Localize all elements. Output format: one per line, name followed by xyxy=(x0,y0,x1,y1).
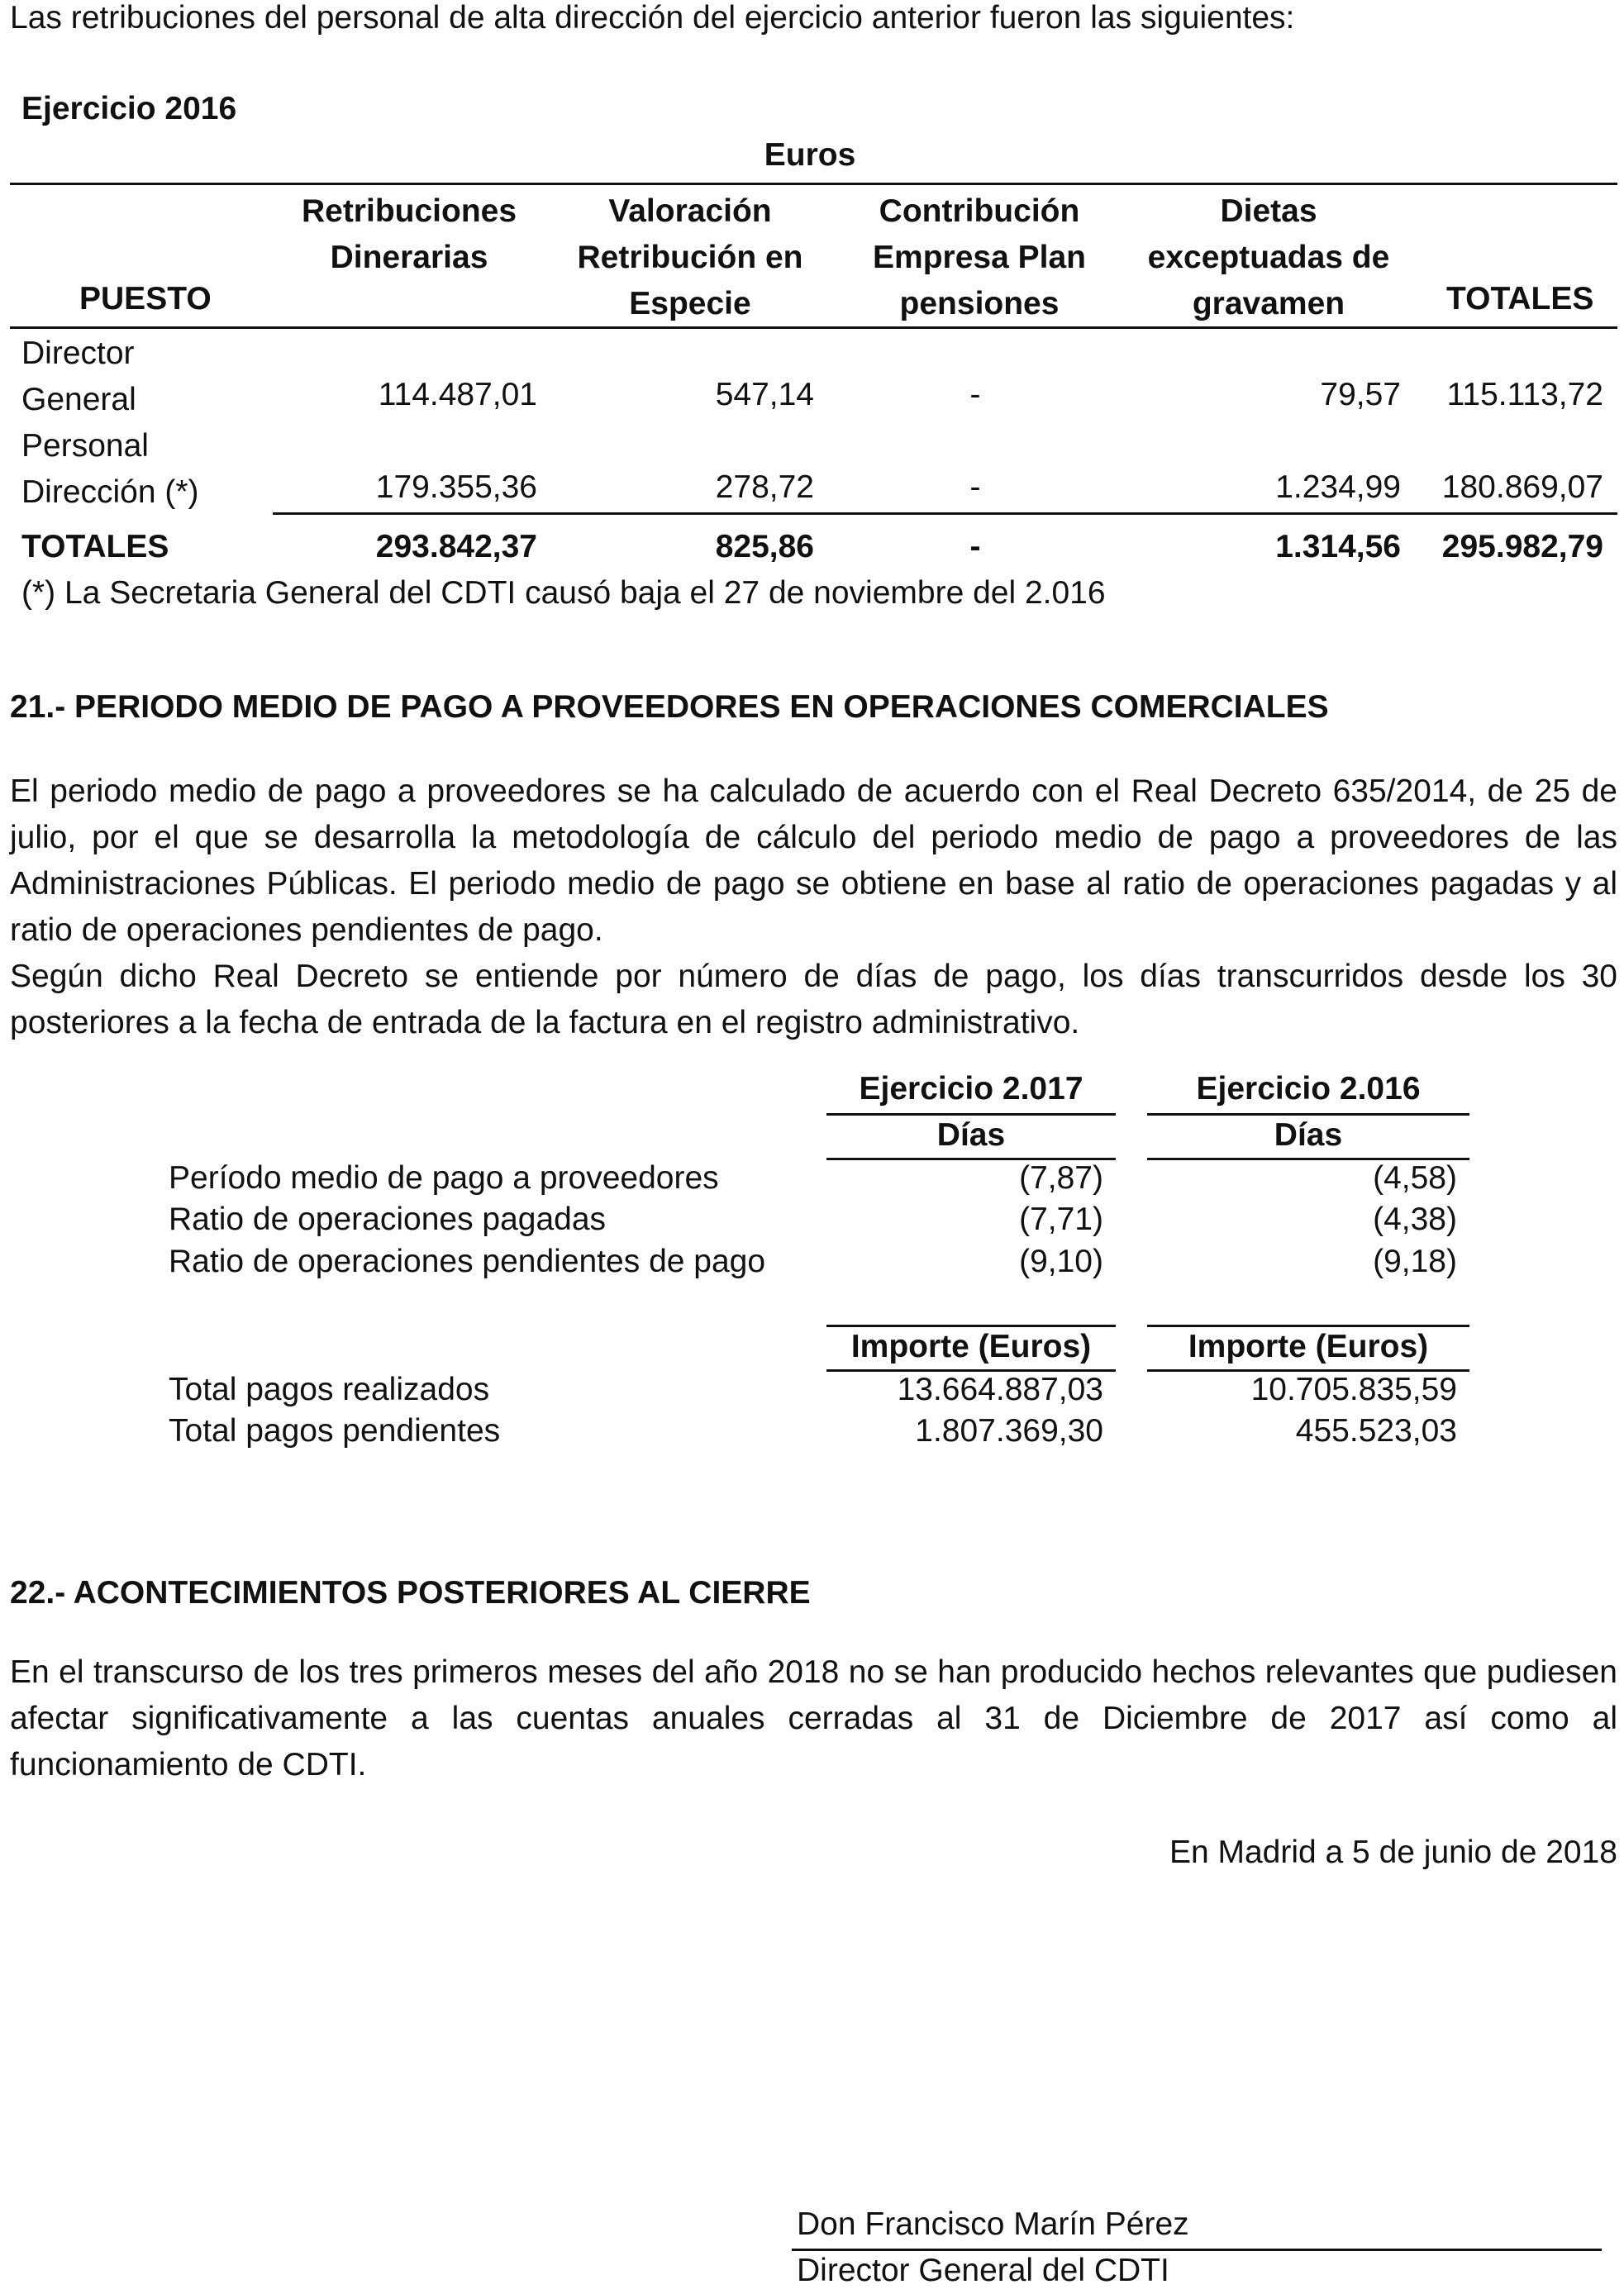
col-header-pensiones: Contribución Empresa Plan pensiones xyxy=(873,193,1086,321)
table1-top-rule xyxy=(10,183,1617,185)
pmp-row2-2016: (4,38) xyxy=(1373,1202,1457,1237)
pmp-row1-label: Período medio de pago a proveedores xyxy=(169,1160,719,1196)
row1-dinerarias: 114.487,01 xyxy=(378,377,537,412)
pmp-amount-row1-2016: 10.705.835,59 xyxy=(1250,1372,1457,1407)
row2-pensiones: - xyxy=(969,469,981,505)
pmp-amount-col2-rule xyxy=(1147,1325,1469,1327)
pmp-col2-rule xyxy=(1147,1113,1469,1116)
col-header-especie: Valoración Retribución en Especie xyxy=(577,193,803,321)
pmp-row3-2016: (9,18) xyxy=(1373,1244,1457,1279)
col-header-totales: TOTALES xyxy=(1446,281,1594,316)
pmp-col1-header: Ejercicio 2.017 xyxy=(859,1071,1083,1107)
section21-heading: 21.- PERIODO MEDIO DE PAGO A PROVEEDORES EN OPERACIONES COMERCIALES xyxy=(10,689,1329,725)
col-header-puesto: PUESTO xyxy=(79,281,212,316)
row1-totales: 115.113,72 xyxy=(1446,377,1603,412)
pmp-amount-row2-2016: 455.523,03 xyxy=(1295,1413,1457,1449)
total-dinerarias: 293.842,37 xyxy=(375,529,537,564)
row1-especie: 547,14 xyxy=(715,377,814,412)
total-dietas: 1.314,56 xyxy=(1275,529,1401,564)
place-date: En Madrid a 5 de junio de 2018 xyxy=(1169,1835,1617,1870)
table1-footnote: (*) La Secretaria General del CDTI causó baja el 27 de noviembre del 2.016 xyxy=(21,575,1106,611)
signature-title: Director General del CDTI xyxy=(797,2253,1169,2288)
total-especie: 825,86 xyxy=(715,529,814,564)
pmp-amount-row1-2017: 13.664.887,03 xyxy=(897,1372,1103,1407)
section21-paragraph1: El periodo medio de pago a proveedores se ha calculado de acuerdo con el Real Decreto 635/2014, de 25 de julio, por el que se desarrolla la metodología de cálculo del periodo medio de pago a proveedores de las Administraciones Públicas. El periodo medio de pago se obtiene en base al ratio de operaciones pagadas y al ratio de operaciones pendientes de pago. xyxy=(10,773,1617,948)
total-row-label: TOTALES xyxy=(21,529,169,564)
table1-currency-header: Euros xyxy=(764,137,856,173)
row2-totales: 180.869,07 xyxy=(1441,469,1603,505)
pmp-col2-unit: Días xyxy=(1274,1117,1343,1153)
pmp-col2-header: Ejercicio 2.016 xyxy=(1196,1071,1421,1107)
total-pensiones: - xyxy=(969,529,981,564)
col-header-dinerarias: Retribuciones Dinerarias xyxy=(301,193,517,275)
pmp-amount-row1-label: Total pagos realizados xyxy=(169,1372,490,1407)
pmp-amount-col1-rule xyxy=(826,1325,1116,1327)
pmp-amount-col1-unit: Importe (Euros) xyxy=(850,1329,1092,1364)
pmp-col1-unit: Días xyxy=(936,1117,1006,1153)
row-puesto-director: Director General xyxy=(21,336,136,417)
intro-text: Las retribuciones del personal de alta dirección del ejercicio anterior fueron las siguientes: xyxy=(10,0,1295,36)
table1-header-rule xyxy=(10,326,1617,329)
table1-total-rule xyxy=(273,512,1617,515)
signature-rule xyxy=(792,2249,1602,2251)
section22-heading: 22.- ACONTECIMIENTOS POSTERIORES AL CIERRE xyxy=(10,1575,811,1611)
row2-dietas: 1.234,99 xyxy=(1275,469,1401,505)
section22-paragraph: En el transcurso de los tres primeros meses del año 2018 no se han producido hechos relevantes que pudiesen afectar significativamente a las cuentas anuales cerradas al 31 de Diciembre de 2017 así como al funcionamiento de CDTI. xyxy=(10,1654,1617,1782)
pmp-row3-label: Ratio de operaciones pendientes de pago xyxy=(169,1244,766,1279)
section21-paragraph2: Según dicho Real Decreto se entiende por número de días de pago, los días transcurridos desde los 30 posteriores a la fecha de entrada de la factura en el registro administrativo. xyxy=(10,959,1617,1040)
pmp-amount-col2-unit: Importe (Euros) xyxy=(1188,1329,1429,1364)
row2-especie: 278,72 xyxy=(715,469,814,505)
row-puesto-personal: Personal Dirección (*) xyxy=(21,428,199,510)
pmp-amount-row2-2017: 1.807.369,30 xyxy=(915,1413,1103,1449)
table1-ejercicio: Ejercicio 2016 xyxy=(21,91,237,126)
row2-dinerarias: 179.355,36 xyxy=(375,469,537,505)
total-totales: 295.982,79 xyxy=(1441,529,1603,564)
signature-name: Don Francisco Marín Pérez xyxy=(797,2206,1189,2242)
pmp-col1-rule xyxy=(826,1113,1116,1116)
pmp-amount-row2-label: Total pagos pendientes xyxy=(169,1413,501,1449)
pmp-row3-2017: (9,10) xyxy=(1019,1244,1103,1279)
row1-dietas: 79,57 xyxy=(1320,377,1401,412)
row1-pensiones: - xyxy=(969,377,981,412)
col-header-dietas: Dietas exceptuadas de gravamen xyxy=(1147,193,1390,321)
pmp-row2-2017: (7,71) xyxy=(1019,1202,1103,1237)
pmp-row1-2017: (7,87) xyxy=(1019,1160,1103,1196)
pmp-row2-label: Ratio de operaciones pagadas xyxy=(169,1202,607,1237)
pmp-row1-2016: (4,58) xyxy=(1373,1160,1457,1196)
